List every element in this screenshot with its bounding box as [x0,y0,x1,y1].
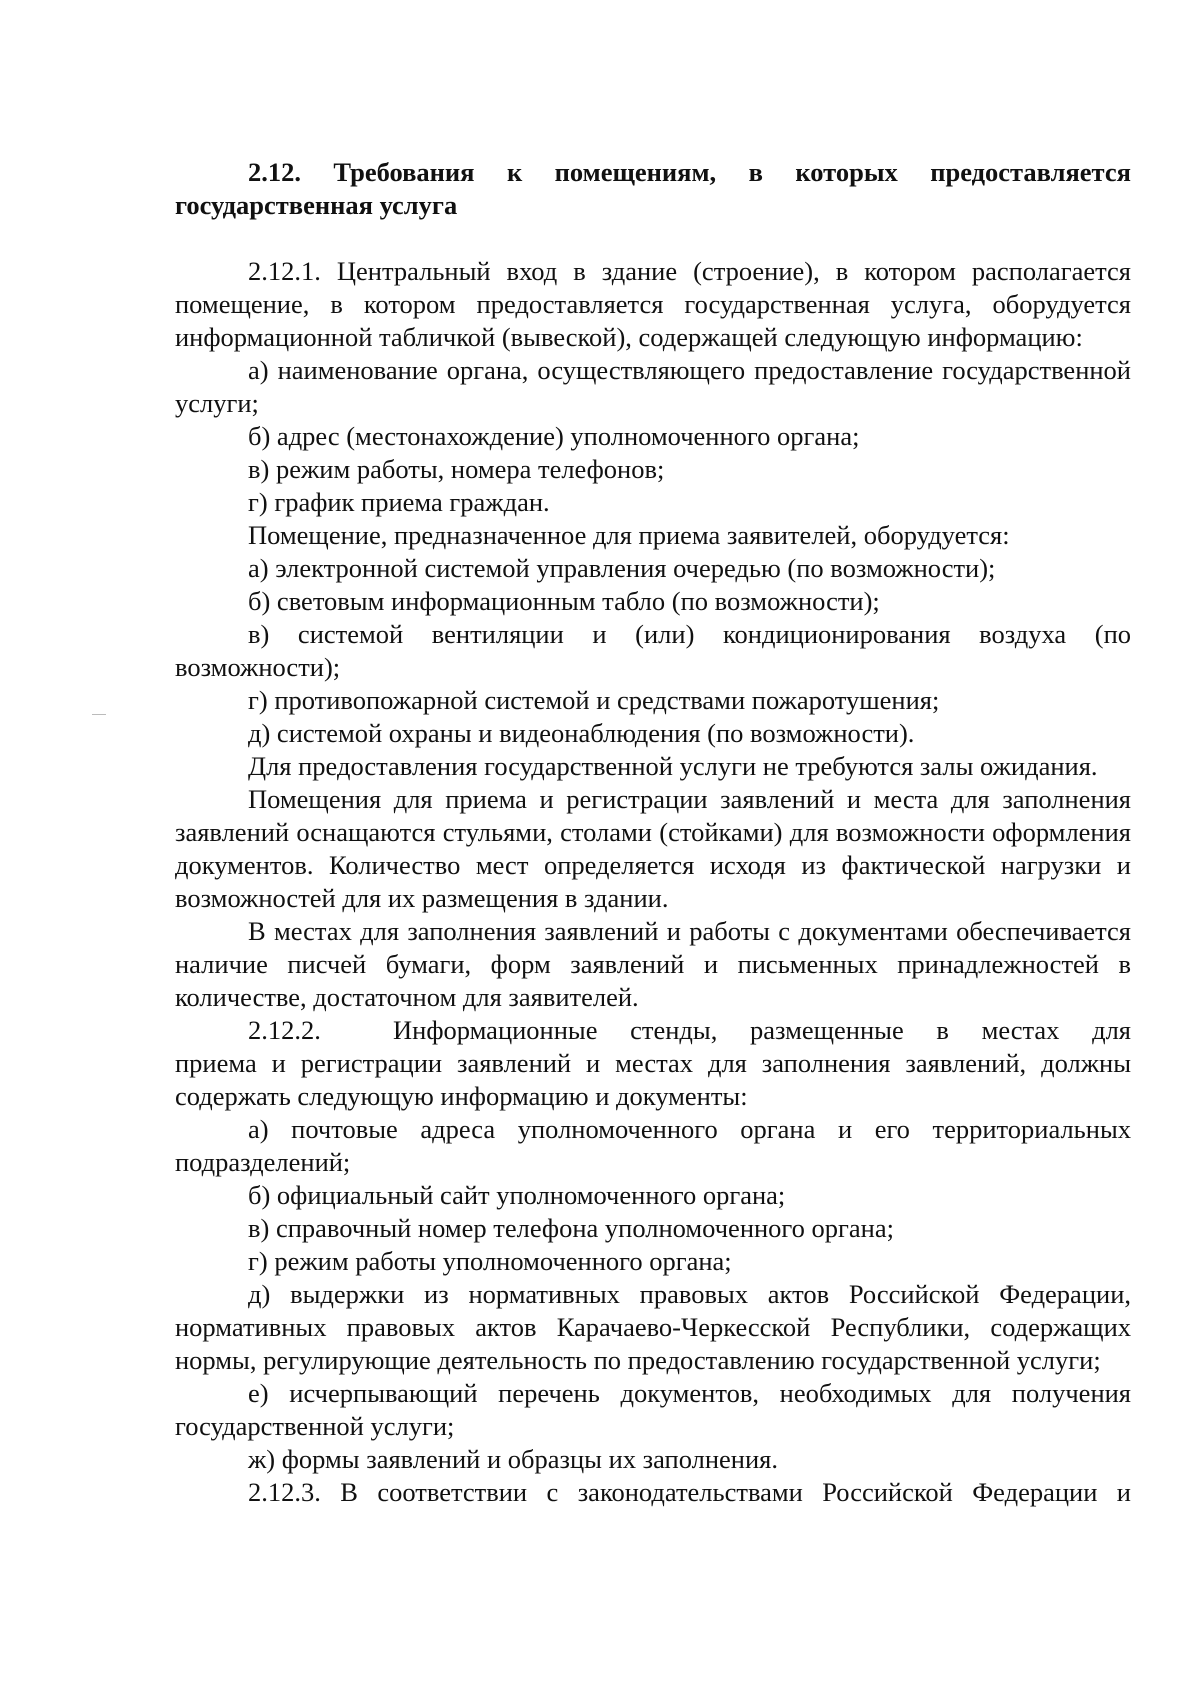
paragraph-room-equipment: Помещение, предназначенное для приема заявителей, оборудуется: [248,520,1010,550]
scan-artifact [92,714,106,715]
list-item-v-hours: в) режим работы, номера телефонов; [248,454,665,484]
section-number-2-12-2: 2.12.2. [248,1015,321,1045]
list-item-g-hours: г) режим работы уполномоченного органа; [248,1246,732,1276]
list-item-b-address: б) адрес (местонахождение) уполномоченного органа; [248,421,860,451]
list-item-b-website: б) официальный сайт уполномоченного органа; [248,1180,786,1210]
list-item-d-security: д) системой охраны и видеонаблюдения (по возможности). [248,718,915,748]
paragraph-2-12-3: 2.12.3. В соответствии с законодательствами Российской Федерации и [248,1477,1131,1507]
paragraph-2-12-2-first-line [175,1014,1131,1047]
list-item-v-phone: в) справочный номер телефона уполномоченного органа; [248,1213,894,1243]
list-item-d-legal-acts: д) выдержки из нормативных правовых актов Российской Федерации, нормативных правовых актов Карачаево-Черкесской Республики, содержащих нормы, регулирующие деятельность по предоставлению государственной услуги; [175,1279,1131,1375]
list-item-a-name: а) наименование органа, осуществляющего предоставление государственной услуги; [175,355,1131,418]
paragraph-stationery: В местах для заполнения заявлений и работы с документами обеспечивается наличие писчей бумаги, форм заявлений и письменных принадлежностей в количестве, достаточном для заявителей. [175,916,1131,1012]
paragraph-2-12-1: 2.12.1. Центральный вход в здание (строение), в котором располагается помещение, в котором предоставляется государственная услуга, оборудуется информационной табличкой (вывеской), содержащей следующую информацию: [175,256,1131,352]
document-body [175,156,1131,1509]
list-item-e-documents: е) исчерпывающий перечень документов, необходимых для получения государственной услуги; [175,1378,1131,1441]
section-heading: 2.12. Требования к помещениям, в которых предоставляется государственная услуга [175,157,1131,220]
paragraph-seating: Помещения для приема и регистрации заявлений и места для заполнения заявлений оснащаются стульями, столами (стойками) для возможности оформления документов. Количество мест определяется исходя из фактической нагрузки и возможностей для их размещения в здании. [175,784,1131,913]
list-item-b-display: б) световым информационным табло (по возможности); [248,586,880,616]
list-item-v-ventilation: в) системой вентиляции и (или) кондиционирования воздуха (по возможности); [175,619,1131,682]
section-2-12-2-lead: Информационные стенды, размещенные в местах для [393,1015,1131,1045]
list-item-g-fire: г) противопожарной системой и средствами пожаротушения; [248,685,940,715]
list-item-zh-forms: ж) формы заявлений и образцы их заполнения. [248,1444,778,1474]
list-item-a-postal: а) почтовые адреса уполномоченного органа и его территориальных подразделений; [175,1114,1131,1177]
paragraph-waiting-halls: Для предоставления государственной услуги не требуются залы ожидания. [248,751,1098,781]
list-item-a-queue: а) электронной системой управления очередью (по возможности); [248,553,996,583]
list-item-g-schedule: г) график приема граждан. [248,487,550,517]
paragraph-2-12-2: приема и регистрации заявлений и местах для заполнения заявлений, должны содержать следующую информацию и документы: [175,1048,1131,1111]
